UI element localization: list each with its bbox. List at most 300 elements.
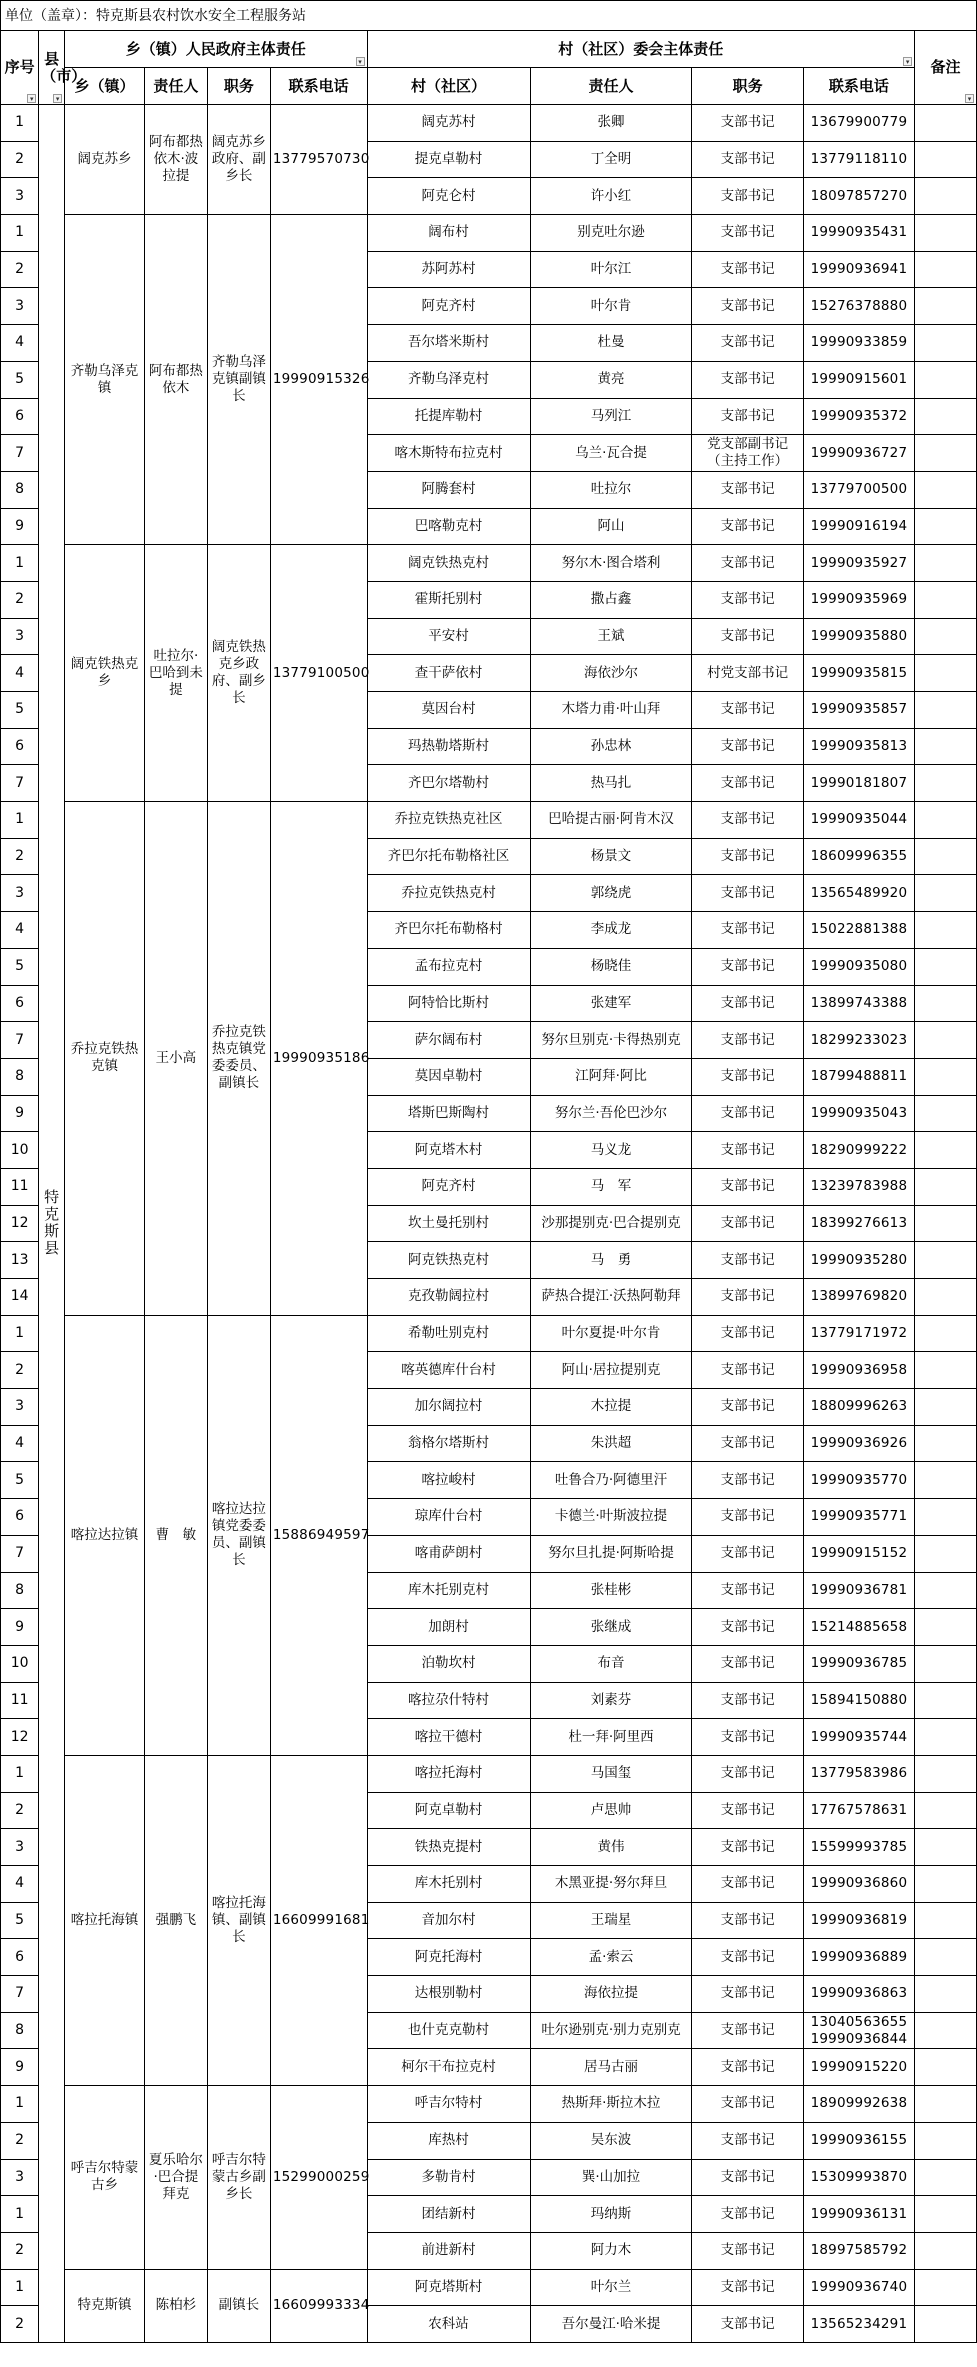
village-person-cell[interactable]: 吐拉尔 [530, 471, 692, 508]
village-position-cell[interactable]: 支部书记 [692, 912, 803, 949]
village-name-cell[interactable]: 阿克齐村 [367, 288, 530, 325]
village-person-cell[interactable]: 朱洪超 [530, 1425, 692, 1462]
village-phone-cell[interactable]: 19990935813 [803, 728, 914, 765]
village-person-cell[interactable]: 巽·山加拉 [530, 2159, 692, 2196]
township-position-cell[interactable]: 喀拉达拉镇党委委员、副镇长 [207, 1315, 270, 1755]
seq-cell[interactable]: 12 [1, 1205, 39, 1242]
village-name-cell[interactable]: 喀拉峻村 [367, 1462, 530, 1499]
seq-cell[interactable]: 1 [1, 2269, 39, 2306]
seq-cell[interactable]: 8 [1, 1572, 39, 1609]
village-name-cell[interactable]: 泊勒坎村 [367, 1645, 530, 1682]
village-position-cell[interactable]: 支部书记 [692, 1682, 803, 1719]
village-position-cell[interactable]: 支部书记 [692, 471, 803, 508]
village-name-cell[interactable]: 阿克仑村 [367, 178, 530, 215]
seq-cell[interactable]: 10 [1, 1645, 39, 1682]
village-name-cell[interactable]: 齐巴尔塔勒村 [367, 765, 530, 802]
village-position-cell[interactable]: 支部书记 [692, 838, 803, 875]
village-position-cell[interactable]: 支部书记 [692, 1902, 803, 1939]
remark-cell[interactable] [915, 765, 977, 802]
village-person-cell[interactable]: 马义龙 [530, 1132, 692, 1169]
seq-cell[interactable]: 1 [1, 2086, 39, 2123]
village-phone-cell[interactable]: 13239783988 [803, 1168, 914, 1205]
village-phone-cell[interactable]: 19990936926 [803, 1425, 914, 1462]
village-name-cell[interactable]: 阔克铁热克村 [367, 545, 530, 582]
seq-cell[interactable]: 1 [1, 545, 39, 582]
village-person-cell[interactable]: 叶尔江 [530, 251, 692, 288]
village-position-cell[interactable]: 支部书记 [692, 1315, 803, 1352]
seq-cell[interactable]: 3 [1, 288, 39, 325]
village-person-cell[interactable]: 孙忠林 [530, 728, 692, 765]
village-phone-cell[interactable]: 19990935770 [803, 1462, 914, 1499]
village-name-cell[interactable]: 前进新村 [367, 2232, 530, 2269]
township-position-cell[interactable]: 副镇长 [207, 2269, 270, 2342]
township-person-cell[interactable]: 阿布都热依木 [144, 215, 207, 545]
village-name-cell[interactable]: 查干萨依村 [367, 655, 530, 692]
seq-cell[interactable]: 11 [1, 1682, 39, 1719]
village-person-cell[interactable]: 刘素芬 [530, 1682, 692, 1719]
village-position-cell[interactable]: 支部书记 [692, 581, 803, 618]
village-position-cell[interactable]: 支部书记 [692, 545, 803, 582]
village-person-cell[interactable]: 杜一拜·阿里西 [530, 1719, 692, 1756]
village-name-cell[interactable]: 呼吉尔特村 [367, 2086, 530, 2123]
village-position-cell[interactable]: 支部书记 [692, 105, 803, 142]
remark-cell[interactable] [915, 692, 977, 729]
township-position-cell[interactable]: 阔克铁热克乡政府、副乡长 [207, 545, 270, 802]
remark-cell[interactable] [915, 618, 977, 655]
seq-cell[interactable]: 9 [1, 2049, 39, 2086]
village-position-cell[interactable]: 支部书记 [692, 765, 803, 802]
village-position-cell[interactable]: 支部书记 [692, 2086, 803, 2123]
seq-cell[interactable]: 6 [1, 728, 39, 765]
village-person-cell[interactable]: 努尔旦别克·卡得热别克 [530, 1022, 692, 1059]
village-position-cell[interactable]: 支部书记 [692, 948, 803, 985]
village-position-cell[interactable]: 支部书记 [692, 1389, 803, 1426]
township-name-cell[interactable]: 阔克铁热克乡 [65, 545, 145, 802]
seq-cell[interactable]: 2 [1, 141, 39, 178]
seq-cell[interactable]: 4 [1, 325, 39, 362]
township-person-cell[interactable]: 阿布都热依木·波拉提 [144, 105, 207, 215]
village-person-cell[interactable]: 卡德兰·叶斯波拉提 [530, 1499, 692, 1536]
village-phone-cell[interactable]: 19990935880 [803, 618, 914, 655]
village-position-cell[interactable]: 支部书记 [692, 802, 803, 839]
seq-cell[interactable]: 4 [1, 1425, 39, 1462]
township-position-cell[interactable]: 喀拉托海镇、副镇长 [207, 1755, 270, 2085]
village-position-cell[interactable]: 支部书记 [692, 2306, 803, 2343]
township-name-cell[interactable]: 齐勒乌泽克镇 [65, 215, 145, 545]
village-phone-cell[interactable]: 19990936860 [803, 1866, 914, 1903]
seq-cell[interactable]: 7 [1, 765, 39, 802]
village-person-cell[interactable]: 阿山·居拉提别克 [530, 1352, 692, 1389]
seq-cell[interactable]: 5 [1, 692, 39, 729]
village-name-cell[interactable]: 音加尔村 [367, 1902, 530, 1939]
village-position-cell[interactable]: 支部书记 [692, 1462, 803, 1499]
village-person-cell[interactable]: 努尔旦扎提·阿斯哈提 [530, 1535, 692, 1572]
township-phone-cell[interactable]: 16609991681 [270, 1755, 367, 2085]
village-name-cell[interactable]: 阿克卓勒村 [367, 1792, 530, 1829]
seq-cell[interactable]: 2 [1, 2306, 39, 2343]
village-person-cell[interactable]: 热马扎 [530, 765, 692, 802]
seq-cell[interactable]: 3 [1, 1389, 39, 1426]
village-phone-cell[interactable]: 18399276613 [803, 1205, 914, 1242]
seq-cell[interactable]: 2 [1, 1792, 39, 1829]
village-person-cell[interactable]: 黄亮 [530, 361, 692, 398]
remark-cell[interactable] [915, 1389, 977, 1426]
village-position-cell[interactable]: 支部书记 [692, 2269, 803, 2306]
village-phone-cell[interactable]: 13779171972 [803, 1315, 914, 1352]
village-person-cell[interactable]: 吐尔逊别克·别力克别克 [530, 2012, 692, 2049]
seq-cell[interactable]: 10 [1, 1132, 39, 1169]
township-person-cell[interactable]: 王小高 [144, 802, 207, 1316]
village-phone-cell[interactable]: 15022881388 [803, 912, 914, 949]
village-name-cell[interactable]: 达根别勒村 [367, 1976, 530, 2013]
remark-cell[interactable] [915, 2232, 977, 2269]
village-person-cell[interactable]: 杜曼 [530, 325, 692, 362]
village-position-cell[interactable]: 支部书记 [692, 1205, 803, 1242]
village-position-cell[interactable]: 支部书记 [692, 1499, 803, 1536]
village-phone-cell[interactable]: 19990915152 [803, 1535, 914, 1572]
village-name-cell[interactable]: 莫因台村 [367, 692, 530, 729]
remark-cell[interactable] [915, 838, 977, 875]
remark-cell[interactable] [915, 1645, 977, 1682]
village-name-cell[interactable]: 齐勒乌泽克村 [367, 361, 530, 398]
remark-cell[interactable] [915, 1168, 977, 1205]
village-person-cell[interactable]: 黄伟 [530, 1829, 692, 1866]
seq-cell[interactable]: 7 [1, 435, 39, 472]
township-name-cell[interactable]: 乔拉克铁热克镇 [65, 802, 145, 1316]
remark-cell[interactable] [915, 1866, 977, 1903]
village-position-cell[interactable]: 支部书记 [692, 178, 803, 215]
township-position-cell[interactable]: 乔拉克铁热克镇党委委员、副镇长 [207, 802, 270, 1316]
remark-cell[interactable] [915, 1792, 977, 1829]
village-position-cell[interactable]: 支部书记 [692, 2012, 803, 2049]
village-person-cell[interactable]: 沙那提别克·巴合提别克 [530, 1205, 692, 1242]
village-position-cell[interactable]: 支部书记 [692, 985, 803, 1022]
seq-cell[interactable]: 9 [1, 1609, 39, 1646]
township-phone-cell[interactable]: 13779100500 [270, 545, 367, 802]
village-phone-cell[interactable]: 19990936785 [803, 1645, 914, 1682]
remark-cell[interactable] [915, 1462, 977, 1499]
village-phone-cell[interactable]: 19990935372 [803, 398, 914, 435]
village-position-cell[interactable]: 支部书记 [692, 1609, 803, 1646]
village-person-cell[interactable]: 王瑞星 [530, 1902, 692, 1939]
seq-cell[interactable]: 3 [1, 178, 39, 215]
seq-cell[interactable]: 7 [1, 1535, 39, 1572]
seq-cell[interactable]: 5 [1, 1462, 39, 1499]
village-phone-cell[interactable]: 19990935969 [803, 581, 914, 618]
village-name-cell[interactable]: 阿克塔斯村 [367, 2269, 530, 2306]
remark-cell[interactable] [915, 1132, 977, 1169]
village-name-cell[interactable]: 库木托别克村 [367, 1572, 530, 1609]
village-name-cell[interactable]: 喀英德库什台村 [367, 1352, 530, 1389]
remark-cell[interactable] [915, 1755, 977, 1792]
village-position-cell[interactable]: 支部书记 [692, 325, 803, 362]
village-person-cell[interactable]: 李成龙 [530, 912, 692, 949]
village-position-cell[interactable]: 支部书记 [692, 1242, 803, 1279]
remark-cell[interactable] [915, 2159, 977, 2196]
village-position-cell[interactable]: 支部书记 [692, 1168, 803, 1205]
village-person-cell[interactable]: 努尔木·图合塔利 [530, 545, 692, 582]
township-name-cell[interactable]: 呼吉尔特蒙古乡 [65, 2086, 145, 2269]
remark-cell[interactable] [915, 141, 977, 178]
village-person-cell[interactable]: 海依沙尔 [530, 655, 692, 692]
village-position-cell[interactable]: 支部书记 [692, 1095, 803, 1132]
village-name-cell[interactable]: 阔克苏村 [367, 105, 530, 142]
remark-cell[interactable] [915, 1976, 977, 2013]
township-phone-cell[interactable]: 15886949597 [270, 1315, 367, 1755]
remark-cell[interactable] [915, 1719, 977, 1756]
village-position-cell[interactable]: 支部书记 [692, 1279, 803, 1316]
village-person-cell[interactable]: 木黑亚提·努尔拜旦 [530, 1866, 692, 1903]
filter-dropdown-icon[interactable] [27, 94, 36, 103]
village-name-cell[interactable]: 坎土曼托别村 [367, 1205, 530, 1242]
filter-dropdown-icon[interactable] [965, 94, 974, 103]
remark-cell[interactable] [915, 1022, 977, 1059]
village-name-cell[interactable]: 苏阿苏村 [367, 251, 530, 288]
remark-cell[interactable] [915, 1205, 977, 1242]
seq-cell[interactable]: 1 [1, 215, 39, 252]
village-phone-cell[interactable]: 13899743388 [803, 985, 914, 1022]
village-person-cell[interactable]: 布音 [530, 1645, 692, 1682]
village-phone-cell[interactable]: 19990916194 [803, 508, 914, 545]
township-person-cell[interactable]: 陈柏杉 [144, 2269, 207, 2342]
village-name-cell[interactable]: 喀甫萨朗村 [367, 1535, 530, 1572]
village-position-cell[interactable]: 支部书记 [692, 692, 803, 729]
village-phone-cell[interactable]: 19990933859 [803, 325, 914, 362]
seq-cell[interactable]: 12 [1, 1719, 39, 1756]
village-person-cell[interactable]: 张桂彬 [530, 1572, 692, 1609]
village-name-cell[interactable]: 克孜勒阔拉村 [367, 1279, 530, 1316]
village-name-cell[interactable]: 阿特恰比斯村 [367, 985, 530, 1022]
village-person-cell[interactable]: 张建军 [530, 985, 692, 1022]
village-name-cell[interactable]: 阿克塔木村 [367, 1132, 530, 1169]
seq-cell[interactable]: 1 [1, 105, 39, 142]
village-name-cell[interactable]: 乔拉克铁热克社区 [367, 802, 530, 839]
village-position-cell[interactable]: 支部书记 [692, 141, 803, 178]
remark-cell[interactable] [915, 1242, 977, 1279]
seq-cell[interactable]: 3 [1, 875, 39, 912]
village-person-cell[interactable]: 马 勇 [530, 1242, 692, 1279]
village-name-cell[interactable]: 库木托别村 [367, 1866, 530, 1903]
village-name-cell[interactable]: 喀拉尕什特村 [367, 1682, 530, 1719]
village-person-cell[interactable]: 巴哈提古丽·阿肯木汉 [530, 802, 692, 839]
village-position-cell[interactable]: 支部书记 [692, 2159, 803, 2196]
village-position-cell[interactable]: 支部书记 [692, 508, 803, 545]
village-phone-cell[interactable]: 19990936740 [803, 2269, 914, 2306]
seq-cell[interactable]: 3 [1, 618, 39, 655]
seq-cell[interactable]: 7 [1, 1976, 39, 2013]
seq-cell[interactable]: 5 [1, 1902, 39, 1939]
township-person-cell[interactable]: 吐拉尔·巴哈到未提 [144, 545, 207, 802]
township-person-cell[interactable]: 强鹏飞 [144, 1755, 207, 2085]
township-person-cell[interactable]: 曹 敏 [144, 1315, 207, 1755]
village-person-cell[interactable]: 张卿 [530, 105, 692, 142]
village-phone-cell[interactable]: 18609996355 [803, 838, 914, 875]
village-person-cell[interactable]: 马列江 [530, 398, 692, 435]
village-phone-cell[interactable]: 19990936781 [803, 1572, 914, 1609]
village-phone-cell[interactable]: 18909992638 [803, 2086, 914, 2123]
village-name-cell[interactable]: 吾尔塔米斯村 [367, 325, 530, 362]
village-position-cell[interactable]: 支部书记 [692, 2196, 803, 2233]
village-person-cell[interactable]: 叶尔兰 [530, 2269, 692, 2306]
seq-cell[interactable]: 4 [1, 1866, 39, 1903]
village-name-cell[interactable]: 巴喀勒克村 [367, 508, 530, 545]
village-position-cell[interactable]: 支部书记 [692, 728, 803, 765]
remark-cell[interactable] [915, 581, 977, 618]
seq-cell[interactable]: 2 [1, 1352, 39, 1389]
village-person-cell[interactable]: 卢思帅 [530, 1792, 692, 1829]
village-person-cell[interactable]: 吾尔曼江·哈米提 [530, 2306, 692, 2343]
seq-cell[interactable]: 13 [1, 1242, 39, 1279]
village-name-cell[interactable]: 喀拉干德村 [367, 1719, 530, 1756]
village-name-cell[interactable]: 翁格尔塔斯村 [367, 1425, 530, 1462]
village-phone-cell[interactable]: 18997585792 [803, 2232, 914, 2269]
village-phone-cell[interactable]: 19990935771 [803, 1499, 914, 1536]
village-phone-cell[interactable]: 19990935080 [803, 948, 914, 985]
seq-cell[interactable]: 6 [1, 1939, 39, 1976]
village-phone-cell[interactable]: 19990935043 [803, 1095, 914, 1132]
village-phone-cell[interactable]: 19990935431 [803, 215, 914, 252]
village-person-cell[interactable]: 王斌 [530, 618, 692, 655]
village-person-cell[interactable]: 孟·索云 [530, 1939, 692, 1976]
filter-dropdown-icon[interactable] [903, 57, 912, 66]
seq-cell[interactable]: 1 [1, 2196, 39, 2233]
village-position-cell[interactable]: 支部书记 [692, 875, 803, 912]
remark-cell[interactable] [915, 1535, 977, 1572]
filter-dropdown-icon[interactable] [356, 57, 365, 66]
village-person-cell[interactable]: 叶尔肯 [530, 288, 692, 325]
village-phone-cell[interactable]: 15276378880 [803, 288, 914, 325]
village-phone-cell[interactable]: 19990936131 [803, 2196, 914, 2233]
village-name-cell[interactable]: 加尔阔拉村 [367, 1389, 530, 1426]
remark-cell[interactable] [915, 398, 977, 435]
remark-cell[interactable] [915, 948, 977, 985]
village-phone-cell[interactable]: 19990915220 [803, 2049, 914, 2086]
village-phone-cell[interactable]: 19990181807 [803, 765, 914, 802]
village-phone-cell[interactable]: 19990935857 [803, 692, 914, 729]
township-phone-cell[interactable]: 19990915326 [270, 215, 367, 545]
village-person-cell[interactable]: 吴东波 [530, 2122, 692, 2159]
village-person-cell[interactable]: 木拉提 [530, 1389, 692, 1426]
seq-cell[interactable]: 4 [1, 655, 39, 692]
village-person-cell[interactable]: 萨热合提江·沃热阿勒拜 [530, 1279, 692, 1316]
village-phone-cell[interactable]: 15599993785 [803, 1829, 914, 1866]
remark-cell[interactable] [915, 1315, 977, 1352]
remark-cell[interactable] [915, 2049, 977, 2086]
remark-cell[interactable] [915, 802, 977, 839]
village-name-cell[interactable]: 玛热勒塔斯村 [367, 728, 530, 765]
village-phone-cell[interactable]: 13565234291 [803, 2306, 914, 2343]
seq-cell[interactable]: 5 [1, 948, 39, 985]
village-phone-cell[interactable]: 19990936155 [803, 2122, 914, 2159]
village-phone-cell[interactable]: 13779583986 [803, 1755, 914, 1792]
remark-cell[interactable] [915, 178, 977, 215]
remark-cell[interactable] [915, 655, 977, 692]
village-position-cell[interactable]: 支部书记 [692, 618, 803, 655]
remark-cell[interactable] [915, 105, 977, 142]
village-name-cell[interactable]: 萨尔阔布村 [367, 1022, 530, 1059]
village-person-cell[interactable]: 郭绕虎 [530, 875, 692, 912]
remark-cell[interactable] [915, 1682, 977, 1719]
village-person-cell[interactable]: 海依拉提 [530, 1976, 692, 2013]
village-position-cell[interactable]: 支部书记 [692, 398, 803, 435]
village-position-cell[interactable]: 支部书记 [692, 2232, 803, 2269]
seq-cell[interactable]: 11 [1, 1168, 39, 1205]
village-position-cell[interactable]: 支部书记 [692, 361, 803, 398]
village-name-cell[interactable]: 平安村 [367, 618, 530, 655]
village-position-cell[interactable]: 支部书记 [692, 1792, 803, 1829]
remark-cell[interactable] [915, 435, 977, 472]
village-person-cell[interactable]: 别克吐尔逊 [530, 215, 692, 252]
village-position-cell[interactable]: 支部书记 [692, 1425, 803, 1462]
seq-cell[interactable]: 1 [1, 802, 39, 839]
village-person-cell[interactable]: 杨景文 [530, 838, 692, 875]
seq-cell[interactable]: 4 [1, 912, 39, 949]
township-position-cell[interactable]: 齐勒乌泽克镇副镇长 [207, 215, 270, 545]
village-name-cell[interactable]: 农科站 [367, 2306, 530, 2343]
remark-cell[interactable] [915, 1572, 977, 1609]
remark-cell[interactable] [915, 1058, 977, 1095]
remark-cell[interactable] [915, 1902, 977, 1939]
seq-cell[interactable]: 1 [1, 1315, 39, 1352]
village-person-cell[interactable]: 热斯拜·斯拉木拉 [530, 2086, 692, 2123]
village-position-cell[interactable]: 支部书记 [692, 1058, 803, 1095]
village-position-cell[interactable]: 支部书记 [692, 251, 803, 288]
village-phone-cell[interactable]: 15894150880 [803, 1682, 914, 1719]
remark-cell[interactable] [915, 251, 977, 288]
village-name-cell[interactable]: 阿腾套村 [367, 471, 530, 508]
township-position-cell[interactable]: 阔克苏乡政府、副乡长 [207, 105, 270, 215]
village-phone-cell[interactable]: 13899769820 [803, 1279, 914, 1316]
village-person-cell[interactable]: 江阿拜·阿比 [530, 1058, 692, 1095]
remark-cell[interactable] [915, 875, 977, 912]
village-position-cell[interactable]: 支部书记 [692, 1829, 803, 1866]
township-name-cell[interactable]: 喀拉达拉镇 [65, 1315, 145, 1755]
remark-cell[interactable] [915, 288, 977, 325]
village-name-cell[interactable]: 塔斯巴斯陶村 [367, 1095, 530, 1132]
seq-cell[interactable]: 14 [1, 1279, 39, 1316]
remark-cell[interactable] [915, 2269, 977, 2306]
village-phone-cell[interactable]: 13779700500 [803, 471, 914, 508]
township-phone-cell[interactable]: 19990935186 [270, 802, 367, 1316]
village-name-cell[interactable]: 喀木斯特布拉克村 [367, 435, 530, 472]
village-position-cell[interactable]: 支部书记 [692, 2049, 803, 2086]
village-person-cell[interactable]: 许小红 [530, 178, 692, 215]
village-name-cell[interactable]: 齐巴尔托布勒格村 [367, 912, 530, 949]
remark-cell[interactable] [915, 2306, 977, 2343]
village-phone-cell[interactable]: 18809996263 [803, 1389, 914, 1426]
remark-cell[interactable] [915, 1425, 977, 1462]
remark-cell[interactable] [915, 1829, 977, 1866]
village-position-cell[interactable]: 支部书记 [692, 1755, 803, 1792]
village-phone-cell[interactable]: 13679900779 [803, 105, 914, 142]
remark-cell[interactable] [915, 1279, 977, 1316]
village-phone-cell[interactable]: 19990935927 [803, 545, 914, 582]
village-person-cell[interactable]: 杨晓佳 [530, 948, 692, 985]
seq-cell[interactable]: 2 [1, 2122, 39, 2159]
village-person-cell[interactable]: 乌兰·瓦合提 [530, 435, 692, 472]
village-name-cell[interactable]: 孟布拉克村 [367, 948, 530, 985]
village-name-cell[interactable]: 霍斯托别村 [367, 581, 530, 618]
seq-cell[interactable]: 7 [1, 1022, 39, 1059]
village-position-cell[interactable]: 支部书记 [692, 1022, 803, 1059]
village-person-cell[interactable]: 阿山 [530, 508, 692, 545]
seq-cell[interactable]: 9 [1, 508, 39, 545]
village-phone-cell[interactable]: 18799488811 [803, 1058, 914, 1095]
village-phone-cell[interactable]: 19990935744 [803, 1719, 914, 1756]
village-name-cell[interactable]: 铁热克提村 [367, 1829, 530, 1866]
village-name-cell[interactable]: 阿克齐村 [367, 1168, 530, 1205]
remark-cell[interactable] [915, 912, 977, 949]
